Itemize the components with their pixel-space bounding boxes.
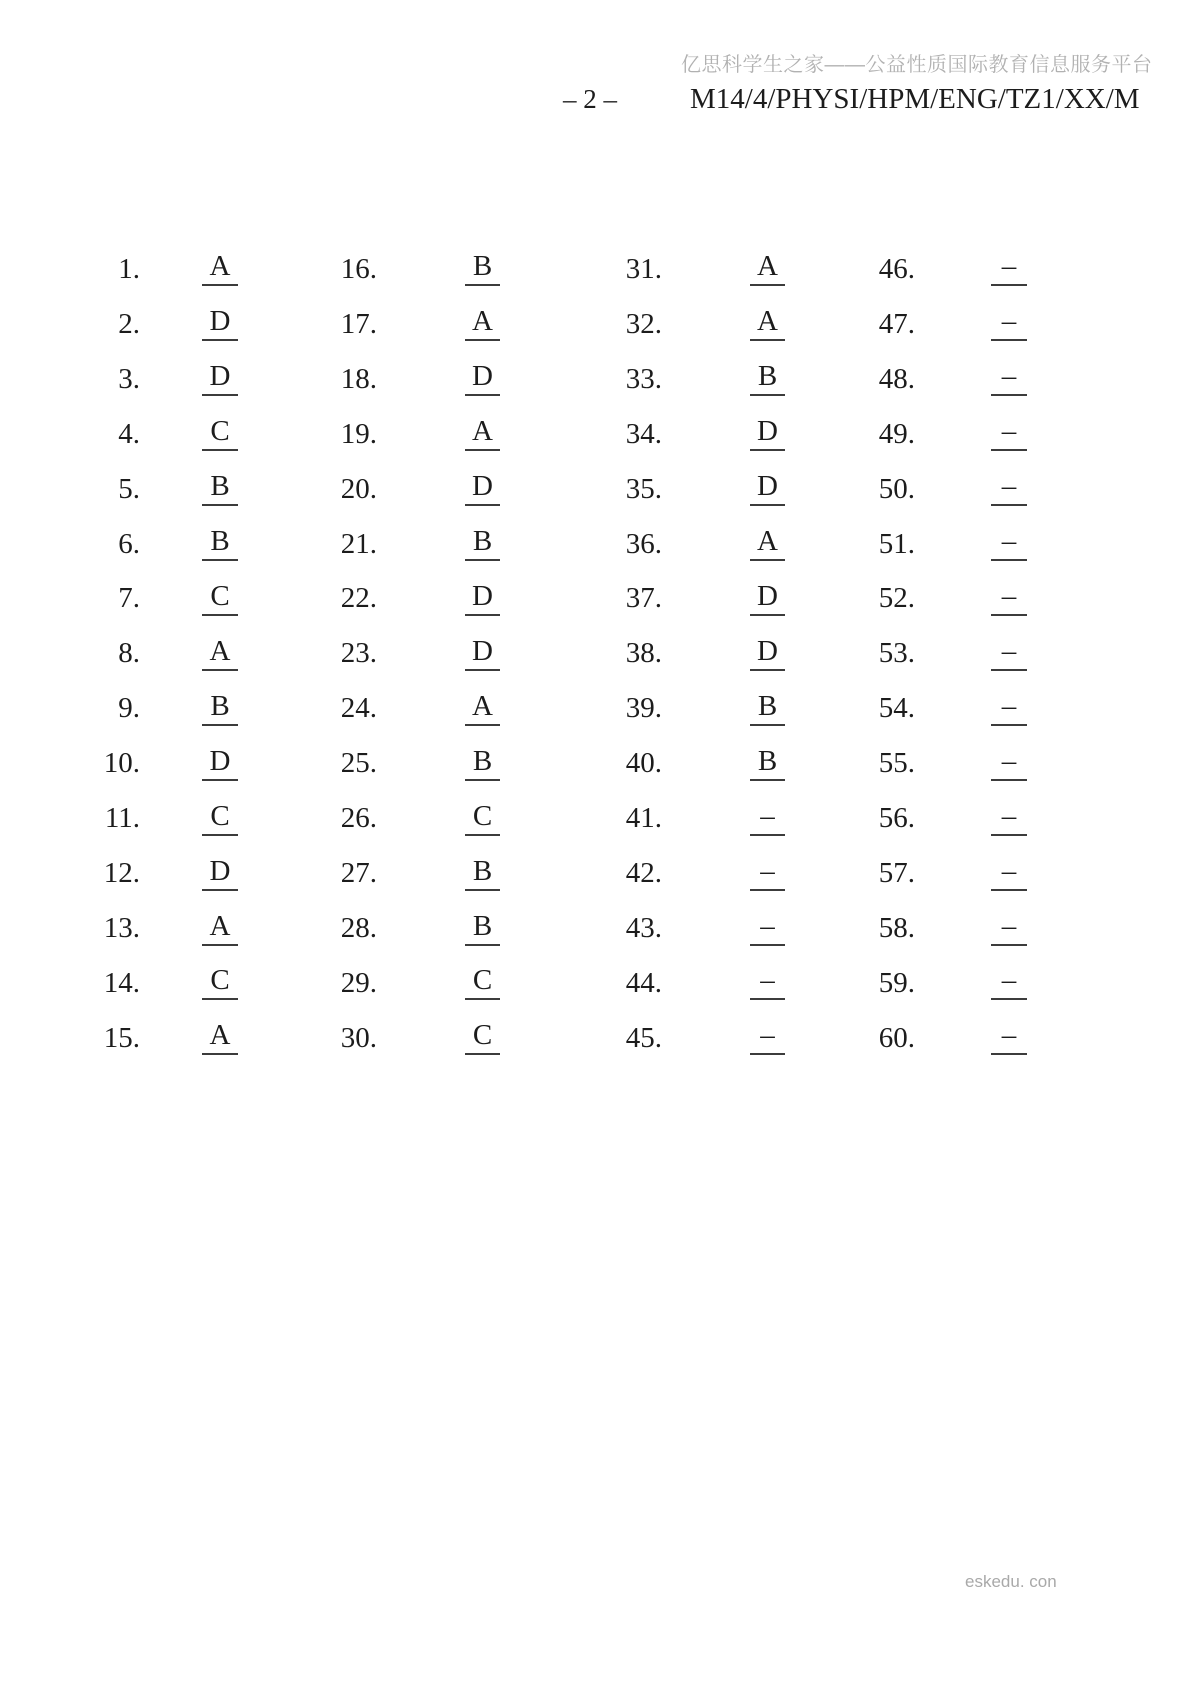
answer-row: [270, 352, 500, 407]
answer-value: –: [991, 527, 1027, 561]
answer-row: [270, 791, 500, 846]
question-number: 4.: [118, 417, 140, 450]
answer-row: [555, 791, 785, 846]
question-number: 43.: [625, 912, 662, 945]
answer-value: C: [202, 802, 238, 836]
answer-value: C: [202, 966, 238, 1000]
question-number: 58.: [878, 912, 915, 945]
answer-value: D: [750, 582, 785, 616]
answer-value: B: [465, 252, 500, 286]
answer-value: –: [991, 362, 1027, 396]
answer-value: C: [202, 417, 238, 451]
answer-row: [30, 1011, 260, 1066]
answer-row: [270, 681, 500, 736]
answer-value: C: [465, 802, 500, 836]
question-number: 24.: [340, 692, 377, 725]
answer-row: [805, 242, 1035, 297]
answer-row: [555, 846, 785, 901]
answer-value: –: [991, 802, 1027, 836]
question-number: 23.: [340, 637, 377, 670]
answer-row: [30, 407, 260, 462]
answer-value: B: [202, 527, 238, 561]
question-number: 29.: [340, 966, 377, 999]
answer-value: A: [750, 307, 785, 341]
answer-value: B: [750, 362, 785, 396]
answer-value: –: [991, 1021, 1027, 1055]
answer-value: B: [202, 472, 238, 506]
answer-value: D: [202, 307, 238, 341]
answer-row: [805, 901, 1035, 956]
answer-value: D: [465, 472, 500, 506]
question-number: 21.: [340, 527, 377, 560]
question-number: 11.: [104, 802, 140, 835]
question-number: 60.: [878, 1021, 915, 1054]
question-number: 48.: [878, 362, 915, 395]
question-number: 12.: [103, 857, 140, 890]
answer-value: D: [202, 362, 238, 396]
answer-row: [805, 736, 1035, 791]
answer-row: [30, 462, 260, 517]
answer-row: [805, 1011, 1035, 1066]
question-number: 41.: [625, 802, 662, 835]
answer-value: C: [465, 1021, 500, 1055]
answer-row: [805, 462, 1035, 517]
question-number: 17.: [340, 307, 377, 340]
answer-row: [805, 681, 1035, 736]
question-number: 33.: [625, 362, 662, 395]
answer-value: B: [465, 912, 500, 946]
answer-row: [30, 791, 260, 846]
question-number: 44.: [625, 966, 662, 999]
answer-value: D: [465, 362, 500, 396]
watermark: eskedu. con: [965, 1572, 1057, 1591]
answer-value: D: [465, 637, 500, 671]
answer-row: [270, 242, 500, 297]
question-number: 7.: [118, 582, 140, 615]
question-number: 56.: [878, 802, 915, 835]
answer-value: B: [750, 747, 785, 781]
answer-row: [555, 956, 785, 1011]
answer-row: [270, 572, 500, 627]
question-number: 14.: [103, 966, 140, 999]
paper-code: M14/4/PHYSI/HPM/ENG/TZ1/XX/M: [690, 83, 1140, 115]
answer-row: [30, 242, 260, 297]
answer-value: A: [750, 527, 785, 561]
answer-value: –: [991, 692, 1027, 726]
answer-column-4: [805, 242, 1035, 1066]
answer-row: [805, 407, 1035, 462]
answer-value: –: [991, 472, 1027, 506]
answer-value: –: [991, 417, 1027, 451]
question-number: 28.: [340, 912, 377, 945]
question-number: 13.: [103, 912, 140, 945]
question-number: 8.: [118, 637, 140, 670]
answer-row: [555, 517, 785, 572]
answer-value: D: [750, 637, 785, 671]
answer-row: [30, 517, 260, 572]
question-number: 39.: [625, 692, 662, 725]
question-number: 54.: [878, 692, 915, 725]
answer-row: [555, 1011, 785, 1066]
question-number: 40.: [625, 747, 662, 780]
answer-row: [270, 901, 500, 956]
answer-row: [270, 846, 500, 901]
answer-row: [805, 626, 1035, 681]
question-number: 1.: [118, 252, 140, 285]
answer-value: –: [991, 966, 1027, 1000]
answer-row: [270, 736, 500, 791]
answer-row: [270, 1011, 500, 1066]
answer-value: A: [465, 417, 500, 451]
question-number: 57.: [878, 857, 915, 890]
answer-row: [805, 352, 1035, 407]
answer-value: D: [465, 582, 500, 616]
answer-value: A: [202, 1021, 238, 1055]
answer-value: B: [750, 692, 785, 726]
site-banner: 亿思科学生之家——公益性质国际教育信息服务平台: [681, 54, 1153, 76]
question-number: 59.: [878, 966, 915, 999]
answer-row: [270, 956, 500, 1011]
page-number: – 2 –: [563, 84, 617, 114]
answer-row: [30, 681, 260, 736]
question-number: 53.: [878, 637, 915, 670]
answer-value: –: [750, 1021, 785, 1055]
question-number: 55.: [878, 747, 915, 780]
answer-value: B: [465, 747, 500, 781]
answer-value: C: [202, 582, 238, 616]
question-number: 42.: [625, 857, 662, 890]
question-number: 5.: [118, 472, 140, 505]
answer-value: B: [465, 527, 500, 561]
question-number: 20.: [340, 472, 377, 505]
answer-row: [555, 736, 785, 791]
answer-row: [30, 626, 260, 681]
answer-value: D: [202, 857, 238, 891]
answer-row: [555, 626, 785, 681]
question-number: 16.: [340, 252, 377, 285]
answer-value: –: [750, 966, 785, 1000]
answer-row: [555, 901, 785, 956]
answer-row: [555, 681, 785, 736]
question-number: 27.: [340, 857, 377, 890]
answer-row: [30, 846, 260, 901]
answer-row: [805, 572, 1035, 627]
question-number: 31.: [625, 252, 662, 285]
question-number: 49.: [878, 417, 915, 450]
answer-value: A: [202, 252, 238, 286]
answer-row: [805, 846, 1035, 901]
answer-value: –: [991, 307, 1027, 341]
answer-value: D: [202, 747, 238, 781]
question-number: 38.: [625, 637, 662, 670]
question-number: 51.: [878, 527, 915, 560]
answer-row: [555, 352, 785, 407]
question-number: 35.: [625, 472, 662, 505]
answer-value: B: [202, 692, 238, 726]
question-number: 6.: [118, 527, 140, 560]
answer-row: [30, 572, 260, 627]
answer-value: A: [202, 912, 238, 946]
answer-value: –: [991, 912, 1027, 946]
answer-value: D: [750, 472, 785, 506]
answer-row: [270, 297, 500, 352]
answer-row: [555, 572, 785, 627]
question-number: 22.: [340, 582, 377, 615]
answer-value: –: [750, 857, 785, 891]
answer-value: –: [750, 802, 785, 836]
question-number: 3.: [118, 362, 140, 395]
answer-value: –: [750, 912, 785, 946]
answer-value: A: [750, 252, 785, 286]
answer-row: [30, 736, 260, 791]
answer-row: [555, 407, 785, 462]
answer-value: A: [202, 637, 238, 671]
question-number: 34.: [625, 417, 662, 450]
question-number: 32.: [625, 307, 662, 340]
question-number: 25.: [340, 747, 377, 780]
answer-value: A: [465, 307, 500, 341]
answer-row: [555, 462, 785, 517]
answer-value: –: [991, 747, 1027, 781]
answer-value: B: [465, 857, 500, 891]
question-number: 15.: [103, 1021, 140, 1054]
answer-row: [805, 956, 1035, 1011]
answer-row: [30, 297, 260, 352]
question-number: 19.: [340, 417, 377, 450]
answer-row: [805, 791, 1035, 846]
answer-value: –: [991, 637, 1027, 671]
answer-row: [30, 901, 260, 956]
question-number: 52.: [878, 582, 915, 615]
answer-row: [30, 352, 260, 407]
answer-row: [270, 462, 500, 517]
answer-value: D: [750, 417, 785, 451]
answer-row: [30, 956, 260, 1011]
question-number: 47.: [878, 307, 915, 340]
answer-value: A: [465, 692, 500, 726]
question-number: 36.: [625, 527, 662, 560]
answer-row: [805, 517, 1035, 572]
answer-column-1: [30, 242, 260, 1066]
question-number: 37.: [625, 582, 662, 615]
answer-value: –: [991, 582, 1027, 616]
answer-value: –: [991, 857, 1027, 891]
answer-column-3: [555, 242, 785, 1066]
question-number: 50.: [878, 472, 915, 505]
question-number: 30.: [340, 1021, 377, 1054]
answer-row: [270, 626, 500, 681]
answer-column-2: [270, 242, 500, 1066]
question-number: 45.: [625, 1021, 662, 1054]
answer-row: [555, 297, 785, 352]
question-number: 9.: [118, 692, 140, 725]
answer-row: [270, 517, 500, 572]
answer-row: [270, 407, 500, 462]
question-number: 26.: [340, 802, 377, 835]
answer-value: C: [465, 966, 500, 1000]
question-number: 18.: [340, 362, 377, 395]
answer-value: –: [991, 252, 1027, 286]
answer-row: [805, 297, 1035, 352]
question-number: 2.: [118, 307, 140, 340]
question-number: 10.: [103, 747, 140, 780]
question-number: 46.: [878, 252, 915, 285]
answer-row: [555, 242, 785, 297]
